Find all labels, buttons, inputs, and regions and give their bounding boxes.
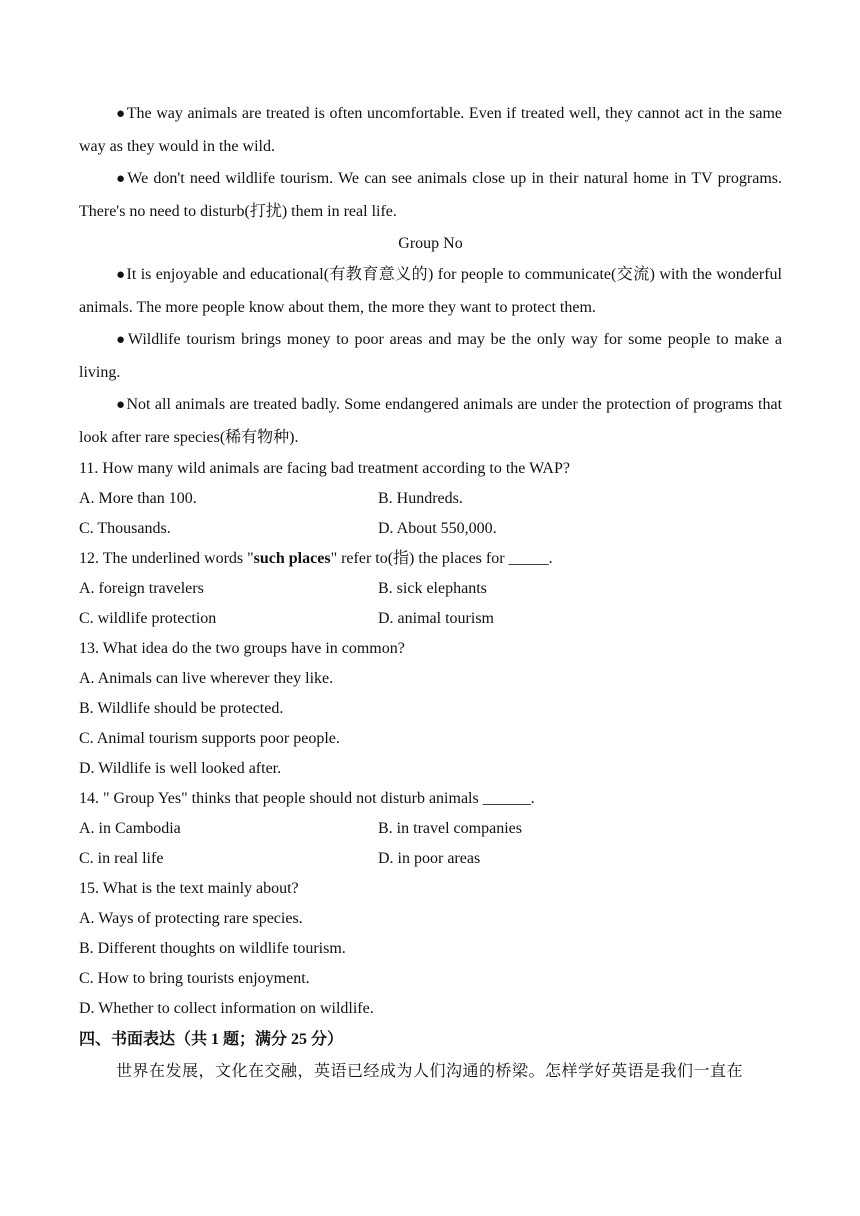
point-text: We don't need wildlife tourism. We can see animals close up in their natural home in TV programs. There's no need to disturb(打扰) them in real life. [79,170,783,220]
question-14-option-b: B. in travel companies [378,820,522,837]
question-12-stem-end: " refer to(指) the places for _____. [330,550,553,567]
bullet-icon: ● [116,332,127,348]
question-11-option-d: D. About 550,000. [378,520,497,537]
question-12-options-row-1 [79,574,782,604]
question-12-stem [79,544,782,574]
question-12-option-c: C. wildlife protection [79,610,217,627]
question-14-option-d: D. in poor areas [378,850,481,867]
question-11-option-c: C. Thousands. [79,520,171,537]
question-11-options-row-2 [79,514,782,544]
bullet-icon: ● [116,106,126,122]
question-12-option-a: A. foreign travelers [79,580,204,597]
question-13-stem: 13. What idea do the two groups have in common? [79,640,405,657]
point-text: It is enjoyable and educational(有教育意义的) for people to communicate(交流) with the wonderful animals. The more people know about them, the more they want to protect them. [79,266,782,316]
question-12-stem-start: 12. The underlined words " [79,550,254,567]
question-13-option-a: A. Animals can live wherever they like. [79,670,334,687]
point-text: Not all animals are treated badly. Some endangered animals are under the protection of programs that look after rare species(稀有物种). [79,396,783,446]
question-13-option-c: C. Animal tourism supports poor people. [79,730,340,747]
question-15-option-d: D. Whether to collect information on wildlife. [79,1000,374,1017]
group-no-point [79,259,782,324]
document-page [79,98,782,1088]
bullet-icon: ● [116,171,127,187]
bullet-icon: ● [116,397,126,413]
question-12-option-b: B. sick elephants [378,580,487,597]
question-11-option-b: B. Hundreds. [378,490,463,507]
question-11-options-row-1 [79,484,782,514]
question-11-stem: 11. How many wild animals are facing bad treatment according to the WAP? [79,460,570,477]
question-13-option-b: B. Wildlife should be protected. [79,700,284,717]
group-no-point [79,324,782,389]
question-14-option-a: A. in Cambodia [79,820,181,837]
question-12-options-row-2 [79,604,782,634]
question-14-options-row-1 [79,814,782,844]
point-text: The way animals are treated is often uncomfortable. Even if treated well, they cannot act in the same way as they would in the wild. [79,105,783,155]
question-12-option-d: D. animal tourism [378,610,494,627]
question-15-option-b: B. Different thoughts on wildlife tourism. [79,940,346,957]
writing-intro: 世界在发展，文化在交融，英语已经成为人们沟通的桥梁。怎样学好英语是我们一直在 [116,1063,744,1080]
question-15-stem: 15. What is the text mainly about? [79,880,299,897]
question-11-option-a: A. More than 100. [79,490,197,507]
question-15-option-c: C. How to bring tourists enjoyment. [79,970,310,987]
underlined-phrase: such places [253,550,331,567]
group-no-heading: Group No [398,235,463,252]
bullet-icon: ● [116,267,126,283]
section-heading: 四、书面表达（共 1 题；满分 25 分） [79,1031,344,1048]
question-14-options-row-2 [79,844,782,874]
question-14-option-c: C. in real life [79,850,164,867]
group-yes-point [79,98,782,163]
question-13-option-d: D. Wildlife is well looked after. [79,760,282,777]
point-text: Wildlife tourism brings money to poor areas and may be the only way for some people to make a living. [79,331,783,381]
group-no-point [79,389,782,454]
question-14-stem: 14. " Group Yes" thinks that people should not disturb animals ______. [79,790,535,807]
group-yes-point [79,163,782,228]
question-15-option-a: A. Ways of protecting rare species. [79,910,303,927]
